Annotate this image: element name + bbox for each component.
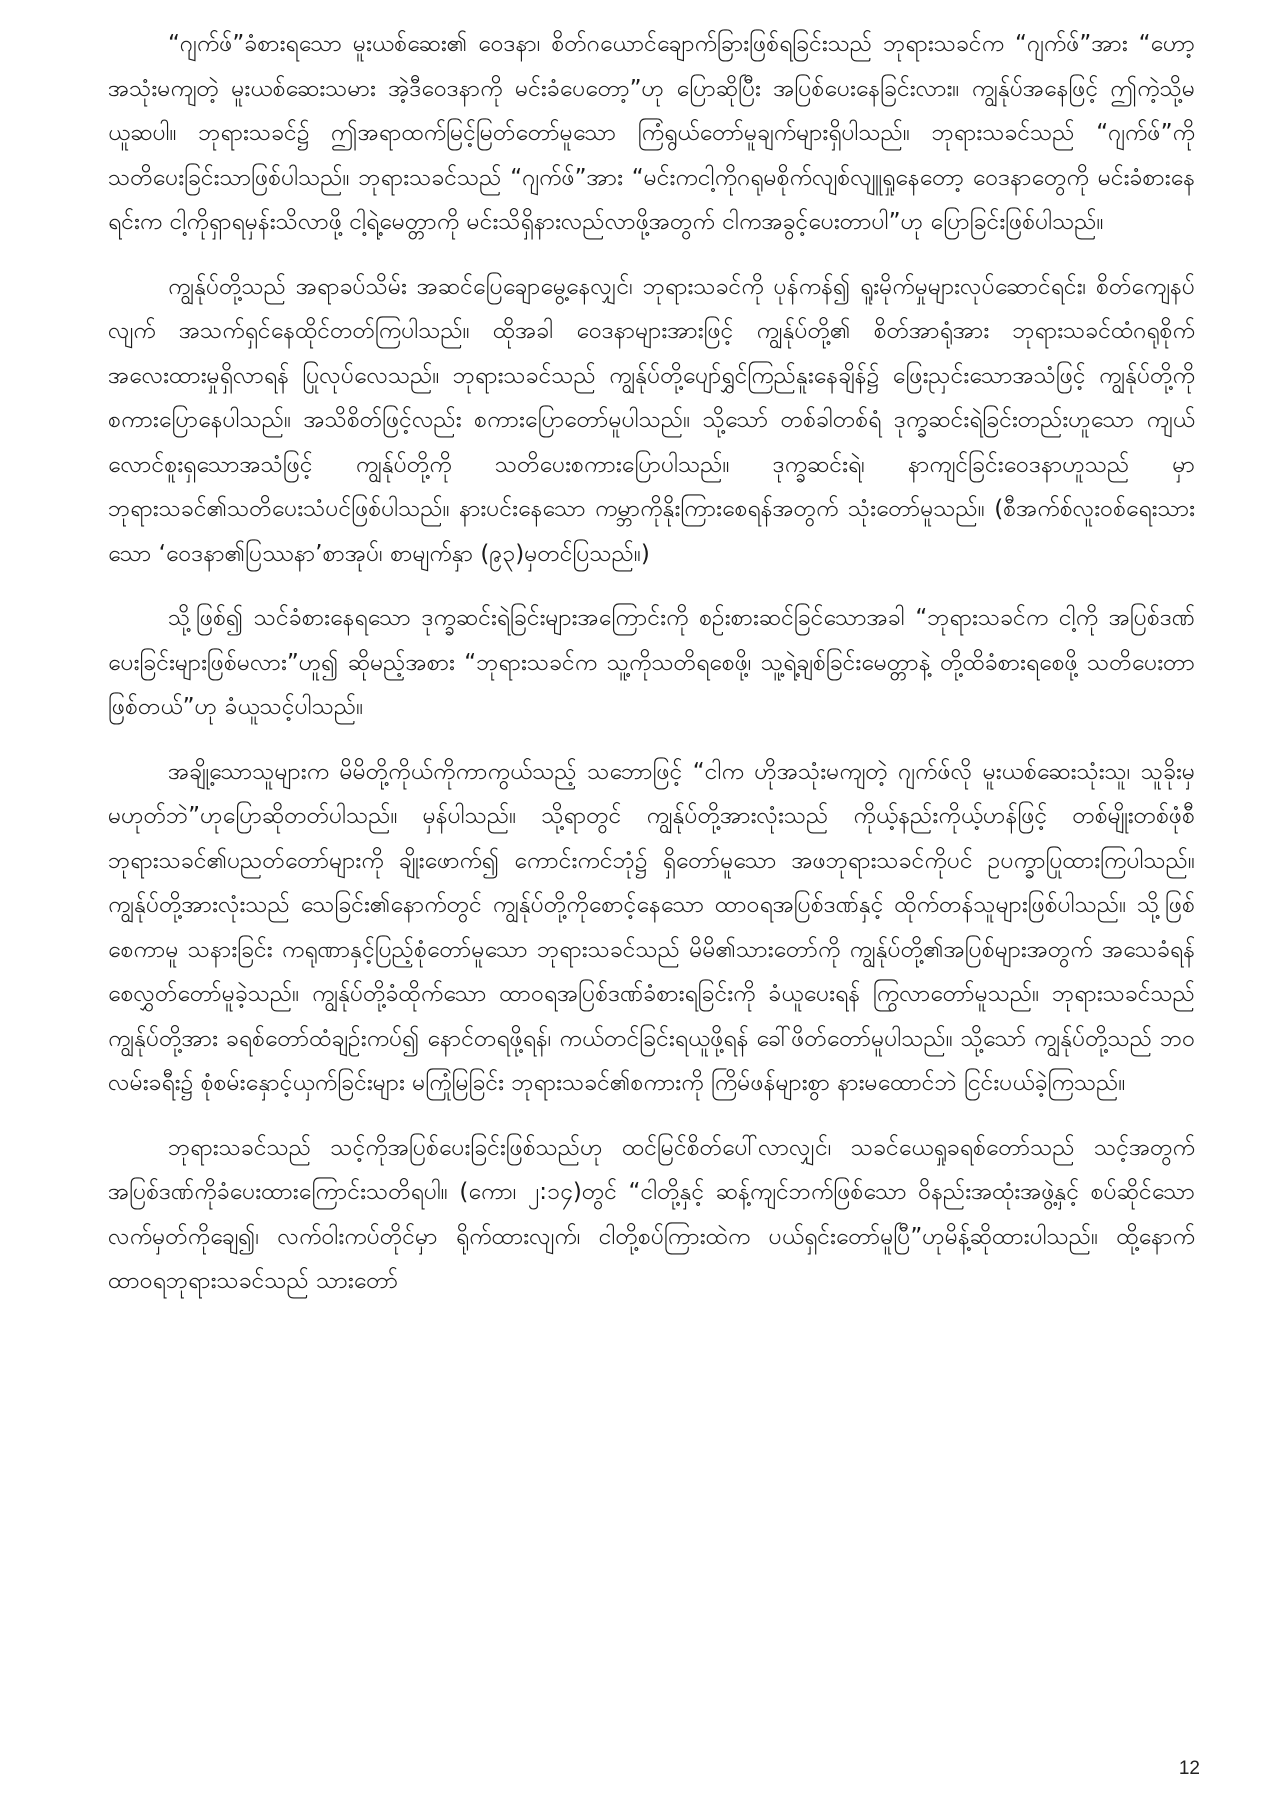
paragraph-3: သို့ဖြစ်၍ သင်ခံစားနေရသော ဒုက္ခဆင်းရဲခြင်းများအကြောင်းကို စဉ်းစားဆင်ခြင်သောအခါ “ဘုရားသခင်က ငါ့ကို အပြစ်ဒဏ်ပေးခြင်းများဖြစ်မလား”ဟူ၍ ဆိုမည့်အစား “ဘုရားသခင်က သူ့ကိုသတိရစေဖို့၊ သူ့ရဲ့ချစ်ခြင်းမေတ္တာနဲ့ တို့ထိခံစားရစေဖို့ သတိပေးတာဖြစ်တယ်”ဟု ခံယူသင့်ပါသည်။	[108, 605, 1195, 720]
paragraph-5: ဘုရားသခင်သည် သင့်ကိုအပြစ်ပေးခြင်းဖြစ်သည်ဟု ထင်မြင်စိတ်ပေါ်လာလျှင်၊ သခင်ယေရှုခရစ်တော်သည် သင့်အတွက် အပြစ်ဒဏ်ကိုခံပေးထားကြောင်းသတိရပါ။ (ကော၊ ၂:၁၄)တွင် “ငါတို့နှင့် ဆန့်ကျင်ဘက်ဖြစ်သော ဝိနည်းအထုံးအဖွဲ့နှင့် စပ်ဆိုင်သောလက်မှတ်ကိုချေ၍၊ လက်ဝါးကပ်တိုင်မှာ ရိုက်ထားလျက်၊ ငါတို့စပ်ကြားထဲက ပယ်ရှင်းတော်မူပြီ”ဟုမိန့်ဆိုထားပါသည်။ ထို့နောက် ထာဝရဘုရားသခင်သည် သားတော်	[108, 1134, 1195, 1294]
paragraph-1: “ဂျက်ဖ်”ခံစားရသော မူးယစ်ဆေး၏ ဝေဒနာ၊ စိတ်ဂယောင်ချောက်ခြားဖြစ်ရခြင်းသည် ဘုရားသခင်က “ဂျက်ဖ်”အား “ဟော့ အသုံးမကျတဲ့ မူးယစ်ဆေးသမား အဲ့ဒီဝေဒနာကို မင်းခံပေတော့”ဟု ပြောဆိုပြီး အပြစ်ပေးနေခြင်းလား။ ကျွန်ုပ်အနေဖြင့် ဤကဲ့သို့မယူဆပါ။ ဘုရားသခင်၌ ဤအရာထက်မြင့်မြတ်တော်မူသော ကြံရွယ်တော်မူချက်များရှိပါသည်။ ဘုရားသခင်သည် “ဂျက်ဖ်”ကိုသတိပေးခြင်းသာဖြစ်ပါသည်။ ဘုရားသခင်သည် “ဂျက်ဖ်”အား “မင်းကငါ့ကိုဂရုမစိုက်လျစ်လျူရှုနေတော့ ဝေဒနာတွေကို မင်းခံစားနေရင်းက ငါ့ကိုရှာရမှန်းသိလာဖို့ ငါ့ရဲ့မေတ္တာကို မင်းသိရှိနားလည်လာဖို့အတွက် ငါကအခွင့်ပေးတာပါ”ဟု ပြောခြင်းဖြစ်ပါသည်။	[108, 31, 1195, 235]
paragraph-2: ကျွန်ုပ်တို့သည် အရာခပ်သိမ်း အဆင်ပြေချောမွေ့နေလျှင်၊ ဘုရားသခင်ကို ပုန်ကန်၍ ရူးမိုက်မှုများလုပ်ဆောင်ရင်း၊ စိတ်ကျေနပ်လျက် အသက်ရှင်နေထိုင်တတ်ကြပါသည်။ ထိုအခါ ဝေဒနာများအားဖြင့် ကျွန်ုပ်တို့၏ စိတ်အာရုံအား ဘုရားသခင်ထံဂရုစိုက်အလေးထားမှုရှိလာရန် ပြုလုပ်လေသည်။ ဘုရားသခင်သည် ကျွန်ုပ်တို့ပျော်ရွှင်ကြည်နူးနေချိန်၌ ဖြေးညှင်းသောအသံဖြင့် ကျွန်ုပ်တို့ကို စကားပြောနေပါသည်။ အသိစိတ်ဖြင့်လည်း စကားပြောတော်မူပါသည်။ သို့သော် တစ်ခါတစ်ရံ ဒုက္ခဆင်းရဲခြင်းတည်းဟူသော ကျယ်လောင်စူးရှသောအသံဖြင့် ကျွန်ုပ်တို့ကို သတိပေးစကားပြောပါသည်။ ဒုက္ခဆင်းရဲ၊ နာကျင်ခြင်းဝေဒနာဟူသည် မှာ ဘုရားသခင်၏သတိပေးသံပင်ဖြစ်ပါသည်။ နားပင်းနေသော ကမ္ဘာကိုနိုးကြားစေရန်အတွက် သုံးတော်မူသည်။ (စီအက်စ်လူးဝစ်ရေးသားသော ‘ဝေဒနာ၏ပြဿနာ’စာအုပ်၊ စာမျက်နှာ (၉၃)မှတင်ပြသည်။)	[108, 273, 1195, 567]
paragraph-4: အချို့သောသူများက မိမိတို့ကိုယ်ကိုကာကွယ်သည့် သဘောဖြင့် “ငါက ဟိုအသုံးမကျတဲ့ ဂျက်ဖ်လို မူးယစ်ဆေးသုံးသူ၊ သူခိုးမှမဟုတ်ဘဲ”ဟုပြောဆိုတတ်ပါသည်။ မှန်ပါသည်။ သို့ရာတွင် ကျွန်ုပ်တို့အားလုံးသည် ကိုယ့်နည်းကိုယ့်ဟန်ဖြင့် တစ်မျိုးတစ်ဖုံစီ ဘုရားသခင်၏ပညတ်တော်များကို ချိုးဖောက်၍ ကောင်းကင်ဘုံ၌ ရှိတော်မူသော အဖဘုရားသခင်ကိုပင် ဥပက္ခာပြုထားကြပါသည်။ ကျွန်ုပ်တို့အားလုံးသည် သေခြင်း၏နောက်တွင် ကျွန်ုပ်တို့ကိုစောင့်နေသော ထာဝရအပြစ်ဒဏ်နှင့် ထိုက်တန်သူများဖြစ်ပါသည်။ သို့ဖြစ်စေကာမူ သနားခြင်း ကရုဏာနှင့်ပြည့်စုံတော်မူသော ဘုရားသခင်သည် မိမိ၏သားတော်ကို ကျွန်ုပ်တို့၏အပြစ်များအတွက် အသေခံရန်စေလွှတ်တော်မူခဲ့သည်။ ကျွန်ုပ်တို့ခံထိုက်သော ထာဝရအပြစ်ဒဏ်ခံစားရခြင်းကို ခံယူပေးရန် ကြွလာတော်မူသည်။ ဘုရားသခင်သည် ကျွန်ုပ်တို့အား ခရစ်တော်ထံချဉ်းကပ်၍ နောင်တရဖို့ရန်၊ ကယ်တင်ခြင်းရယူဖို့ရန် ခေါ်ဖိတ်တော်မူပါသည်။ သို့သော် ကျွန်ုပ်တို့သည် ဘဝလမ်းခရီး၌ စုံစမ်းနှောင့်ယှက်ခြင်းများ မကြုံမြခြင်း ဘုရားသခင်၏စကားကို ကြိမ်ဖန်များစွာ နားမထောင်ဘဲ ငြင်းပယ်ခဲ့ကြသည်။	[108, 758, 1195, 1096]
page-number: 12	[1178, 1758, 1200, 1779]
document-body	[108, 22, 1195, 1324]
